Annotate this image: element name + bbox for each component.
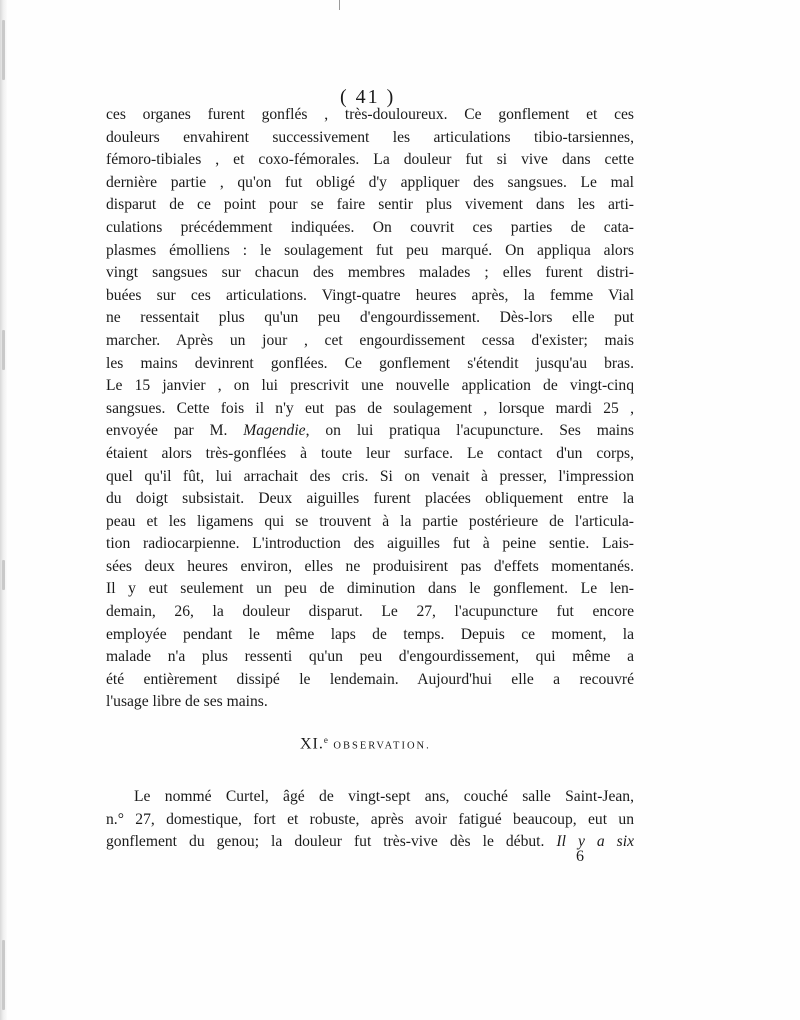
text-line: du doigt subsistait. Deux aiguilles furent placées obliquement entre la <box>106 490 634 508</box>
text-line: disparut de ce point pour se faire sentir plus vivement dans les arti- <box>106 196 634 214</box>
top-ink-mark <box>339 0 340 10</box>
text-line: dernière partie , qu'on fut obligé d'y appliquer des sangsues. Le mal <box>106 173 634 191</box>
text-line: ne ressentait plus qu'un peu d'engourdissement. Dès-lors elle put <box>106 309 634 327</box>
text-segment: gonflement du genou; la douleur fut très-vive dès le début. <box>106 833 557 851</box>
observation-superscript: e <box>323 735 329 745</box>
text-line: Le 15 janvier , on lui prescrivit une nouvelle application de vingt-cinq <box>106 377 634 395</box>
text-line: été entièrement dissipé le lendemain. Aujourd'hui elle a recouvré <box>106 670 634 688</box>
text-line: Il y eut seulement un peu de diminution dans le gonflement. Le len- <box>106 580 634 598</box>
text-line: n.° 27, domestique, fort et robuste, après avoir fatigué beaucoup, eut un <box>106 810 634 828</box>
text-line: l'usage libre de ses mains. <box>106 693 268 711</box>
text-line: peau et les ligamens qui se trouvent à la partie postérieure de l'articula- <box>106 512 634 530</box>
text-line: ces organes furent gonflés , très-douloureux. Ce gonflement et ces <box>106 106 634 123</box>
text-line: quel qu'il fût, lui arrachait des cris. Si on venait à presser, l'impression <box>106 467 634 485</box>
text-line: étaient alors très-gonflées à toute leur surface. Le contact d'un corps, <box>106 444 634 462</box>
italic-text: Il y a six <box>556 833 634 851</box>
text-line: malade n'a plus ressenti qu'un peu d'engourdissement, qui même a <box>106 648 634 666</box>
text-line: tion radiocarpienne. L'introduction des aiguilles fut à peine sentie. Lais- <box>106 535 634 553</box>
text-line: employée pendant le même laps de temps. Depuis ce moment, la <box>106 625 634 643</box>
page-number: ( 41 ) <box>340 86 396 108</box>
text-segment: envoyée par M. <box>106 422 244 440</box>
paragraph-observation <box>106 786 634 854</box>
text-segment: , on lui pratiqua l'acupuncture. Ses mains <box>305 422 634 440</box>
text-line-with-italic <box>106 831 634 854</box>
text-line: culations précédemment indiquées. On couvrit ces parties de cata- <box>106 218 634 236</box>
text-line: douleurs envahirent successivement les articulations tibio-tarsiennes, <box>106 128 634 146</box>
italic-name: Magendie <box>243 422 306 440</box>
text-line: sangsues. Cette fois il n'y eut pas de soulagement , lorsque mardi 25 , <box>106 399 634 417</box>
text-line: les mains devinrent gonflées. Ce gonflement s'étendit jusqu'au bras. <box>106 354 634 372</box>
observation-label: OBSERVATION. <box>333 740 431 752</box>
paragraph-main <box>106 104 634 714</box>
text-line: vingt sangsues sur chacun des membres malades ; elles furent distri- <box>106 264 634 282</box>
text-line-with-name <box>106 420 634 443</box>
text-line: buées sur ces articulations. Vingt-quatre heures après, la femme Vial <box>106 286 634 304</box>
observation-numeral: XI. <box>300 735 324 753</box>
text-line: Le nommé Curtel, âgé de vingt-sept ans, couché salle Saint-Jean, <box>134 788 634 805</box>
signature-mark: 6 <box>576 848 584 865</box>
text-line: plasmes émolliens : le soulagement fut peu marqué. On appliqua alors <box>106 241 634 259</box>
text-line: marcher. Après un jour , cet engourdissement cessa d'exister; mais <box>106 331 634 349</box>
text-line: demain, 26, la douleur disparut. Le 27, l'acupuncture fut encore <box>106 603 634 621</box>
text-line: sées deux heures environ, elles ne produisirent pas d'effets momentanés. <box>106 557 634 575</box>
page-left-edge <box>0 0 8 1020</box>
text-line: fémoro-tibiales , et coxo-fémorales. La douleur fut si vive dans cette <box>106 151 634 169</box>
observation-heading <box>300 735 431 754</box>
